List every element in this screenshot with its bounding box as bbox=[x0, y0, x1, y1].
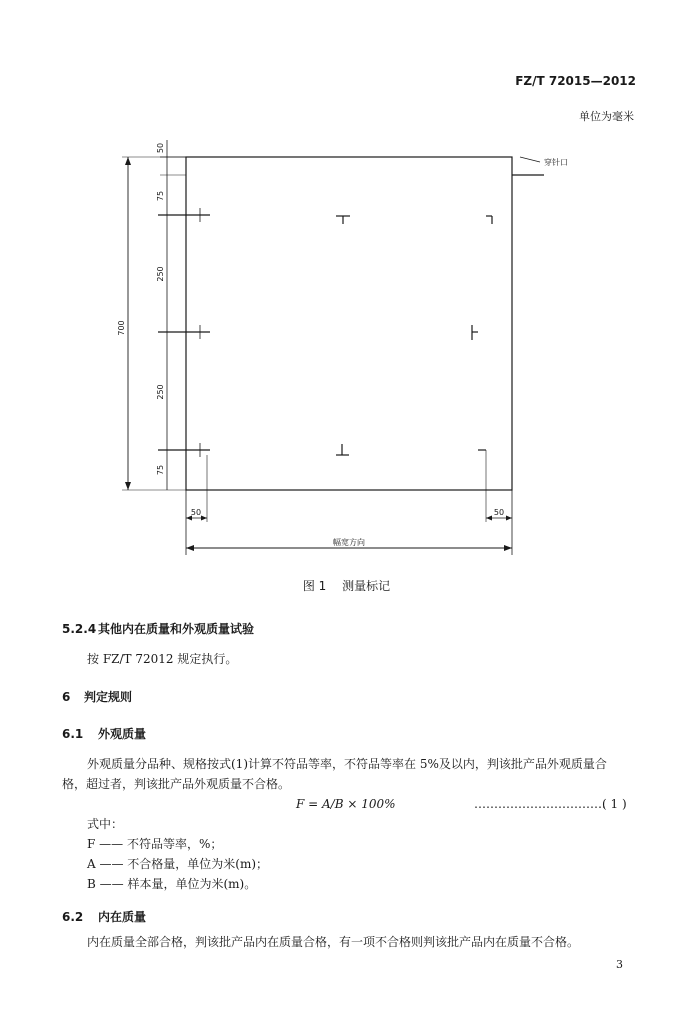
section-5-2-4-body: 按 FZ/T 72012 规定执行。 bbox=[87, 652, 238, 666]
figure-caption bbox=[0, 577, 693, 594]
formula: F = A/B × 100% bbox=[296, 797, 396, 811]
dim-50-left: 50 bbox=[190, 508, 202, 517]
dim-50-right: 50 bbox=[493, 508, 505, 517]
dim-75-top: 75 bbox=[156, 190, 165, 202]
variable-F: F —— 不符品等率，%； bbox=[87, 837, 223, 851]
variable-A: A —— 不合格量，单位为米(m)； bbox=[87, 857, 269, 871]
needle-opening-leader bbox=[520, 157, 540, 162]
fabric-rectangle bbox=[186, 157, 512, 490]
needle-opening-label: 穿针口 bbox=[544, 158, 568, 167]
dim-250-upper: 250 bbox=[156, 266, 165, 282]
formula-number: ( 1 ) bbox=[602, 797, 627, 811]
section-6-2-heading: 6.2 内在质量 bbox=[62, 910, 147, 924]
dim-50-top: 50 bbox=[156, 142, 165, 154]
where-label: 式中： bbox=[87, 817, 124, 831]
section-6-heading: 6 判定规则 bbox=[62, 690, 133, 704]
variable-B: B —— 样本量，单位为米(m)。 bbox=[87, 877, 257, 891]
section-6-1-heading: 6.1 外观质量 bbox=[62, 727, 147, 741]
section-6-2-body: 内在质量全部合格，判该批产品内在质量合格，有一项不合格则判该批产品内在质量不合格。 bbox=[87, 935, 580, 949]
dim-250-lower: 250 bbox=[156, 384, 165, 400]
section-6-1-body-line1: 外观质量分品种、规格按式(1)计算不符品等率，不符品等率在 5%及以内，判该批产品外观质量合 bbox=[87, 757, 607, 771]
standard-number: FZ/T 72015—2012 bbox=[515, 74, 636, 88]
dim-75-bottom: 75 bbox=[156, 464, 165, 476]
unit-note: 单位为毫米 bbox=[579, 110, 634, 123]
dim-700: 700 bbox=[117, 320, 126, 336]
figure-title: 测量标记 bbox=[342, 579, 391, 593]
page-number: 3 bbox=[616, 958, 623, 971]
formula-dots: …………………………… bbox=[474, 797, 606, 811]
width-direction-label: 幅宽方向 bbox=[333, 538, 365, 547]
figure-number: 图 1 bbox=[302, 579, 327, 593]
section-5-2-4-heading: 5.2.4 其他内在质量和外观质量试验 bbox=[62, 622, 255, 636]
section-6-1-body-line2: 格，超过者，判该批产品外观质量不合格。 bbox=[62, 777, 291, 791]
